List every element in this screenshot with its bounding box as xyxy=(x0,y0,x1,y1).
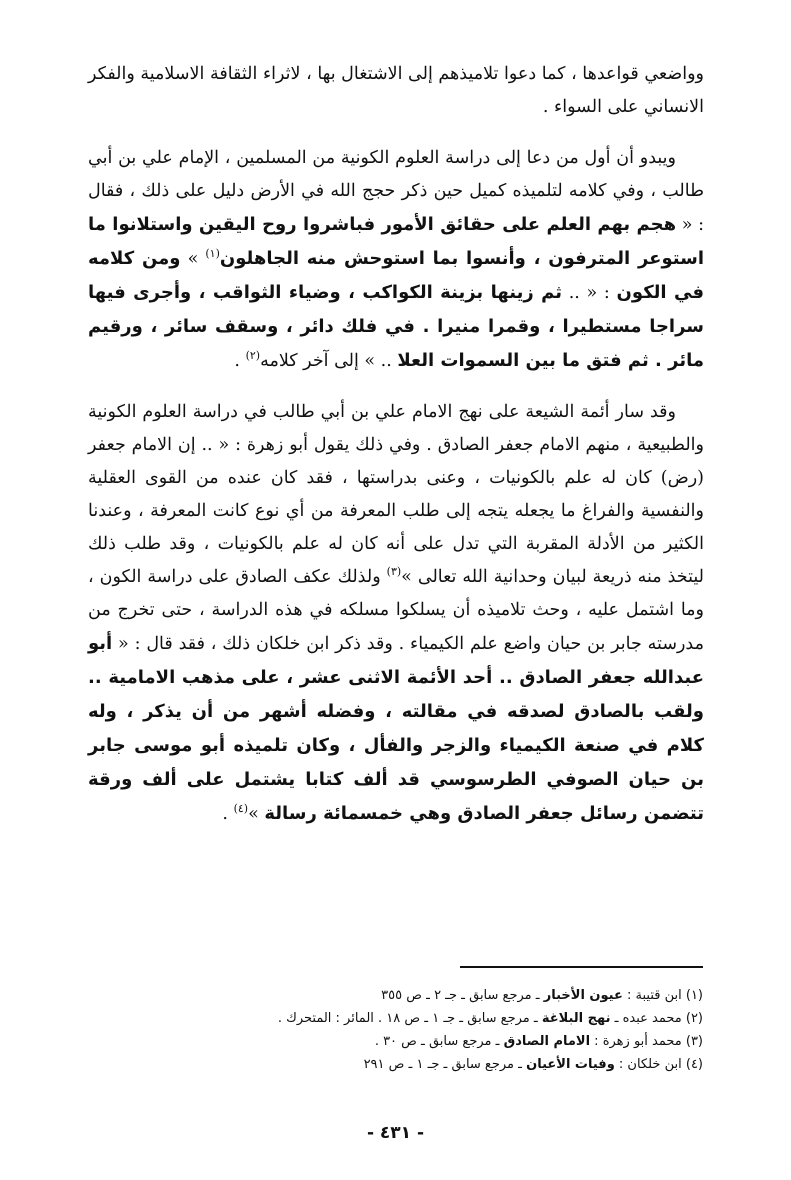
paragraph-1 xyxy=(88,58,704,124)
footnotes xyxy=(87,984,703,1076)
paragraph-2-mid: » xyxy=(180,249,206,269)
footnote-1 xyxy=(87,984,703,1007)
footnote-details: ـ مرجع سابق ـ ص ٣٠ . xyxy=(374,1034,504,1049)
footnote-3 xyxy=(87,1030,703,1053)
paragraph-3-text-b: ولذلك عكف الصادق على دراسة الكون ، وما اشتمل عليه ، وحث تلاميذه أن يسلكوا مسلكه في هذه الدراسة ، حتى تخرج من مدرسته جابر بن حيان واضع علم الكيمياء . وقد ذكر ابن خلكان ذلك ، فقد قال : « xyxy=(88,567,704,654)
footnote-number: (٢) xyxy=(685,1011,703,1026)
footnote-title: الامام الصادق xyxy=(503,1034,591,1049)
paragraph-2 xyxy=(88,142,704,378)
footnote-details: ـ مرجع سابق ـ جـ ١ ـ ص ١٨ . المائر : المتحرك . xyxy=(277,1011,542,1026)
footnote-author: ابن خلكان : xyxy=(614,1057,682,1072)
footnote-number: (٣) xyxy=(685,1034,703,1049)
footnote-title: عيون الأخبار xyxy=(543,988,623,1003)
footnote-number: (٤) xyxy=(685,1057,703,1072)
quote-ibn-khallikan: أبو عبدالله جعفر الصادق .. أحد الأئمة الاثنى عشر ، على مذهب الامامية .. ولقب بالصادق لصدقه في مقالته ، وفضله أشهر من أن يذكر ، وله كلام في صنعة الكيمياء والزجر والفأل ، وكان تلميذه أبو موسى جابر بن حيان الصوفي الطرسوسي قد ألف كتابا يشتمل على ألف ورقة تتضمن رسائل جعفر الصادق وهي خمسمائة رسالة xyxy=(88,633,704,824)
paragraph-2-intro: ويبدو أن أول من دعا إلى دراسة العلوم الكونية من المسلمين ، الإمام علي بن أبي طالب ، وفي كلامه لتلميذه كميل حين ذكر حجج الله في الأرض دليل على ذلك ، فقال : « xyxy=(88,148,705,235)
footnote-separator xyxy=(460,966,703,968)
paragraph-3 xyxy=(88,396,704,831)
paragraph-2-close: . xyxy=(234,351,246,371)
footnote-2 xyxy=(87,1007,703,1030)
paragraph-3-text-a: وقد سار أئمة الشيعة على نهج الامام علي بن أبي طالب في دراسة العلوم الكونية والطبيعية ، منهم الامام جعفر الصادق . وفي ذلك يقول أبو زهرة : « .. إن الامام جعفر (رض) كان له علم بالكونيات ، وعنى بدراستها ، فقد كان عنده من القوى العقلية والنفسية والفراغ ما يجعله يتجه إلى طلب المعرفة من أي نوع كانت المعرفة ، وعندنا الكثير من الأدلة المقربة التي تدل على أنه كان له علم بالكونيات ، وقد طلب ذلك ليتخذ منه ذريعة لبيان وحدانية الله تعالى » xyxy=(88,402,704,587)
footnote-ref-4: (٤) xyxy=(233,802,249,816)
paragraph-3-close: . xyxy=(222,804,234,824)
page-body xyxy=(88,58,704,831)
footnote-title: وفيات الأعيان xyxy=(526,1057,615,1072)
footnote-title: نهج البلاغة xyxy=(541,1011,611,1026)
paragraph-1-text: وواضعي قواعدها ، كما دعوا تلاميذهم إلى الاشتغال بها ، لاثراء الثقافة الاسلامية والفكر الانساني على السواء . xyxy=(88,64,704,117)
footnote-ref-2: (٢) xyxy=(245,349,261,363)
footnote-ref-1: (١) xyxy=(205,247,220,261)
footnote-details: ـ مرجع سابق ـ جـ ١ ـ ص ٢٩١ xyxy=(363,1057,527,1072)
paragraph-3-end: » xyxy=(248,804,265,824)
footnote-details: ـ مرجع سابق ـ جـ ٢ ـ ص ٣٥٥ xyxy=(381,988,544,1003)
quote-ali-knowledge: هجم بهم العلم على حقائق الأمور فباشروا روح اليقين واستلانوا ما استوعر المترفون ، وأنسوا بما استوحش منه الجاهلون xyxy=(88,214,704,269)
footnote-author: محمد أبو زهرة : xyxy=(590,1034,682,1049)
footnote-ref-3: (٣) xyxy=(386,565,402,579)
paragraph-2-end: .. » إلى آخر كلامه xyxy=(260,351,398,371)
footnote-author: محمد عبده ـ xyxy=(610,1011,682,1026)
quote-ali-cosmos-lead: ومن كلامه في الكون xyxy=(88,248,704,303)
quote-ali-cosmos: ثم زينها بزينة الكواكب ، وضياء الثواقب ، وأجرى فيها سراجا مستطيرا ، وقمرا منيرا . في فلك دائر ، وسقف سائر ، ورقيم مائر . ثم فتق ما بين السموات العلا xyxy=(88,282,704,371)
footnote-author: ابن قتيبة : xyxy=(622,988,682,1003)
footnote-4 xyxy=(87,1053,703,1076)
paragraph-2-mid2: : « .. xyxy=(561,283,617,303)
footnote-number: (١) xyxy=(685,988,703,1003)
page-number: - ٤٣١ - xyxy=(366,1123,425,1143)
